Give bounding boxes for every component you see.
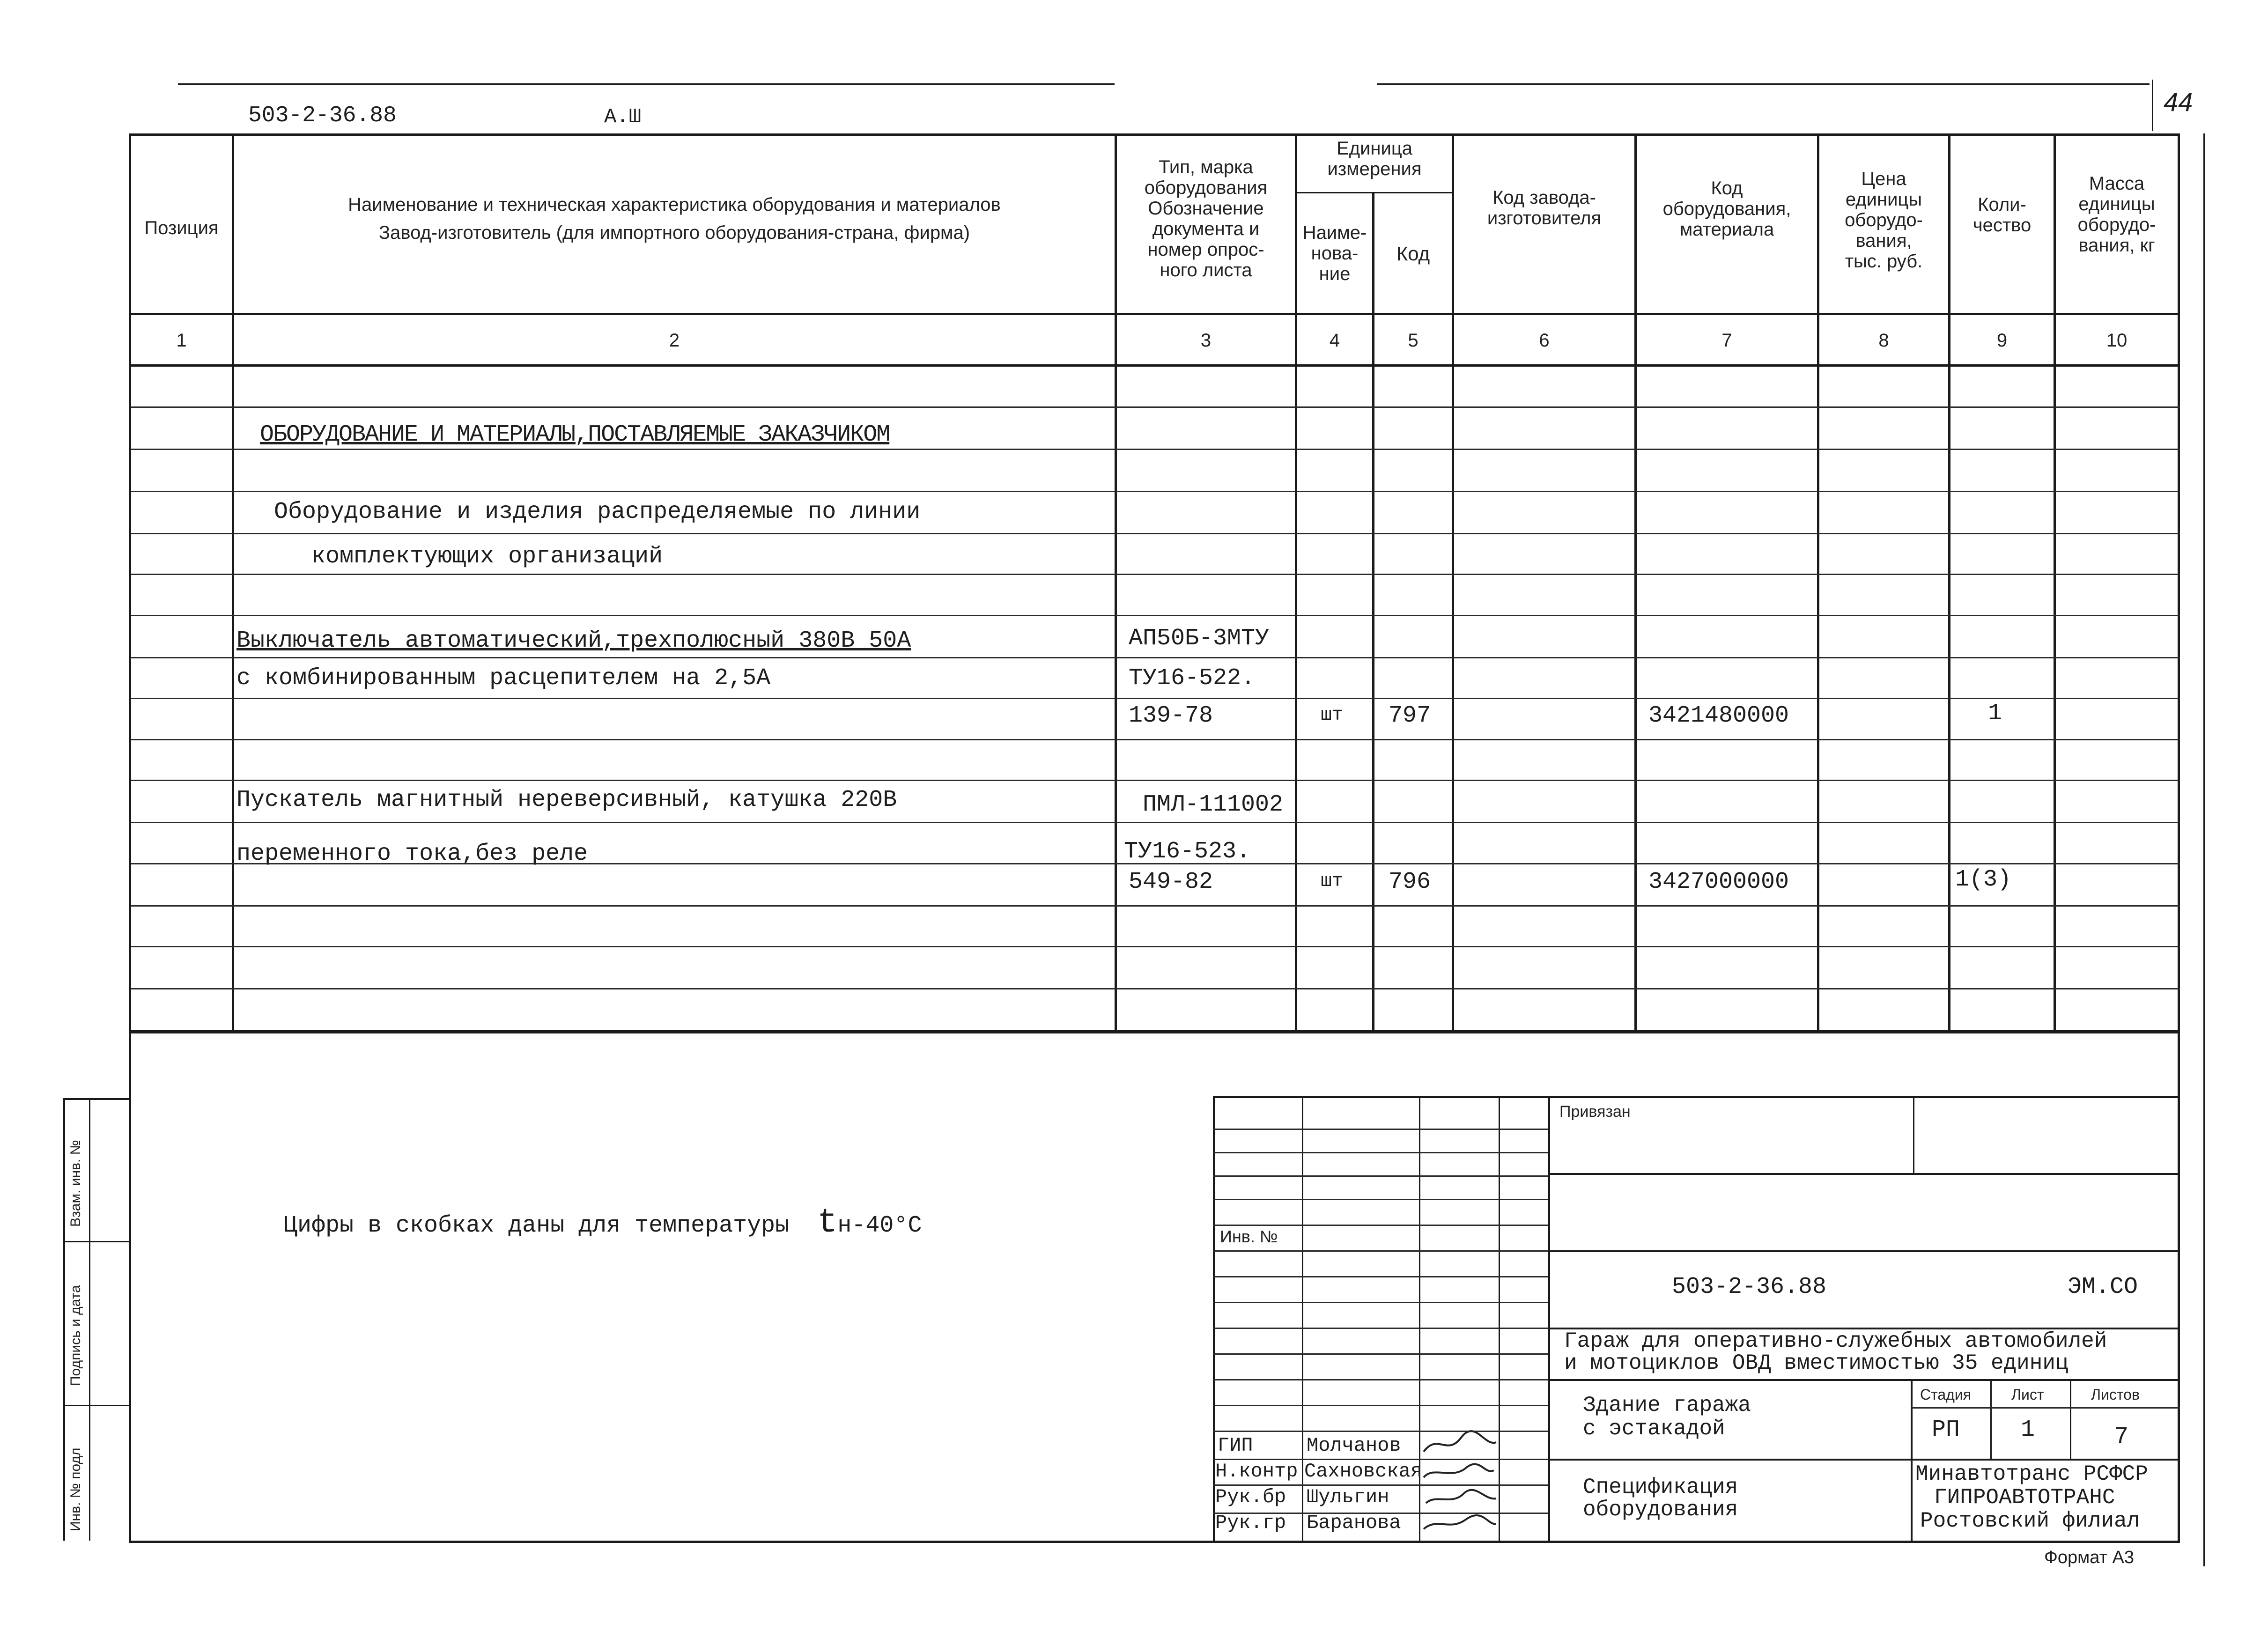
col-number: 9 bbox=[1996, 330, 2008, 351]
frame-bottom bbox=[129, 1541, 2180, 1543]
col-number: 1 bbox=[176, 330, 187, 351]
col-number: 5 bbox=[1408, 330, 1418, 351]
header-factory-code-line: Код завода- bbox=[1492, 187, 1596, 208]
unit-group-rule bbox=[1295, 192, 1454, 193]
row-rule bbox=[131, 533, 2180, 534]
header-price bbox=[1819, 169, 1948, 272]
header-equipment-code bbox=[1637, 178, 1817, 240]
temperature-note-t: t bbox=[817, 1203, 838, 1242]
tb-main-row5 bbox=[1548, 1459, 2180, 1461]
col-div-8 bbox=[1948, 133, 1950, 1033]
header-quantity-line: чество bbox=[1972, 215, 2032, 236]
tb-title-line1: Гараж для оперативно-служебных автомобилей bbox=[1564, 1329, 2107, 1353]
tb-sheet: 1 bbox=[2021, 1417, 2035, 1443]
frame-right bbox=[2178, 133, 2180, 1543]
signature-stroke bbox=[1424, 1431, 1496, 1452]
tb-inv-label: Инв. № bbox=[1220, 1227, 1278, 1246]
header-unit-name-line: нова- bbox=[1311, 243, 1359, 264]
item1-doc-line2: 139-78 bbox=[1129, 702, 1213, 729]
tb-main-row2 bbox=[1548, 1250, 2180, 1252]
tb-signer-role: ГИП bbox=[1218, 1434, 1253, 1457]
header-mass-line: вания, кг bbox=[2078, 235, 2155, 256]
item2-doc-line2: 549-82 bbox=[1129, 869, 1213, 895]
item2-unit-code: 796 bbox=[1389, 869, 1431, 895]
tb-mark: ЭМ.СО bbox=[2068, 1274, 2138, 1300]
header-type-line: оборудования bbox=[1144, 177, 1268, 198]
numbers-bottom bbox=[131, 364, 2180, 367]
tb-stage-label: Стадия bbox=[1920, 1386, 1972, 1403]
tb-org-line3: Ростовский филиал bbox=[1920, 1509, 2140, 1533]
tb-stage-div2 bbox=[2070, 1379, 2071, 1459]
tb-code: 503-2-36.88 bbox=[1672, 1274, 1827, 1300]
temperature-note-text: Цифры в скобках даны для температуры bbox=[283, 1212, 790, 1239]
tb-sig-row bbox=[1213, 1276, 1548, 1277]
tb-sig-row bbox=[1213, 1379, 1548, 1380]
row-rule bbox=[131, 946, 2180, 947]
item1-unit-code: 797 bbox=[1389, 702, 1431, 729]
side-label-replace: Взам. инв. № bbox=[68, 1140, 83, 1227]
tb-signer-role: Рук.гр bbox=[1215, 1512, 1286, 1534]
side-strip-div2 bbox=[63, 1405, 131, 1406]
col-number: 2 bbox=[669, 330, 680, 351]
signature-stroke bbox=[1424, 1515, 1496, 1529]
row-rule bbox=[131, 491, 2180, 492]
frame-top bbox=[131, 133, 2180, 136]
tb-org-line1: Минавтотранс РСФСР bbox=[1915, 1462, 2148, 1486]
tb-main-row4 bbox=[1548, 1379, 2180, 1381]
col-number: 3 bbox=[1200, 330, 1212, 351]
row-rule bbox=[131, 988, 2180, 989]
page-mark: 44 bbox=[2164, 87, 2193, 117]
col-number: 7 bbox=[1721, 330, 1732, 351]
header-quantity-line: Коли- bbox=[1978, 194, 2026, 215]
tb-sig-row bbox=[1213, 1129, 1548, 1130]
tb-sig-row bbox=[1213, 1405, 1548, 1406]
col-number: 10 bbox=[2106, 330, 2128, 351]
tb-stage-label-row bbox=[1911, 1407, 2180, 1409]
side-label-signature: Подпись и дата bbox=[68, 1285, 83, 1386]
header-price-line: тыс. руб. bbox=[1845, 251, 1923, 272]
header-unit-name-line: Наиме- bbox=[1302, 222, 1367, 243]
header-type-line: документа и bbox=[1152, 219, 1260, 239]
signature-stroke bbox=[1424, 1464, 1494, 1477]
tb-sig-row bbox=[1213, 1199, 1548, 1200]
item2-type: ПМЛ-111002 bbox=[1143, 791, 1284, 818]
side-strip-div1 bbox=[63, 1241, 131, 1242]
tb-sig-row bbox=[1213, 1225, 1548, 1226]
row-rule bbox=[131, 780, 2180, 781]
col-div-6 bbox=[1634, 133, 1637, 1033]
header-equipment-code-line: оборудования, bbox=[1662, 199, 1791, 219]
header-unit-name bbox=[1297, 222, 1372, 284]
item1-unit: шт bbox=[1321, 705, 1344, 726]
header-quantity bbox=[1950, 194, 2054, 236]
item2-unit: шт bbox=[1321, 871, 1344, 892]
tb-privyazan-right bbox=[1913, 1096, 1914, 1173]
top-rule-right bbox=[1377, 83, 2150, 85]
header-name-line2: Завод-изготовитель (для импортного оборудования-страна, фирма) bbox=[378, 222, 970, 243]
tb-signer-name: Сахновская bbox=[1304, 1460, 1423, 1483]
top-doc-code: 503-2-36.88 bbox=[248, 103, 397, 128]
tb-signer-role: Рук.бр bbox=[1215, 1486, 1286, 1508]
tb-building-line1: Здание гаража bbox=[1583, 1393, 1751, 1417]
header-position: Позиция bbox=[144, 218, 219, 238]
item1-equipment-code: 3421480000 bbox=[1648, 702, 1789, 729]
header-type-line: Обозначение bbox=[1148, 198, 1264, 219]
header-unit-line: измерения bbox=[1327, 159, 1422, 179]
header-unit-code: Код bbox=[1396, 243, 1430, 265]
col-number: 8 bbox=[1878, 330, 1889, 351]
subsection-line2: комплектующих организаций bbox=[311, 543, 663, 570]
tb-stage: РП bbox=[1932, 1417, 1960, 1443]
header-type-line: номер опрос- bbox=[1147, 239, 1264, 260]
tb-sig-row bbox=[1213, 1175, 1548, 1177]
row-rule bbox=[131, 657, 2180, 658]
item2-name-line1: Пускатель магнитный нереверсивный, катушка 220В bbox=[236, 787, 897, 813]
item2-name-line2: переменного тока,без реле bbox=[236, 841, 588, 867]
row-rule bbox=[131, 615, 2180, 616]
header-unit-line: Единица bbox=[1337, 138, 1412, 159]
tb-privyazan: Привязан bbox=[1559, 1103, 1631, 1121]
tb-spec-line2: оборудования bbox=[1583, 1498, 1738, 1522]
row-rule bbox=[131, 822, 2180, 823]
row-rule bbox=[131, 449, 2180, 450]
header-type bbox=[1117, 157, 1295, 280]
tb-building-line2: с эстакадой bbox=[1583, 1417, 1725, 1441]
item1-name-line1: Выключатель автоматический,трехполюсный 380В 50А bbox=[236, 627, 911, 654]
header-mass-line: единицы bbox=[2078, 194, 2155, 214]
header-equipment-code-line: Код bbox=[1711, 178, 1743, 199]
tb-spec-line1: Спецификация bbox=[1583, 1475, 1738, 1499]
item2-quantity: 1(3) bbox=[1955, 866, 2012, 893]
table-bottom bbox=[131, 1030, 2180, 1033]
item2-equipment-code: 3427000000 bbox=[1648, 869, 1789, 895]
col-div-1 bbox=[232, 133, 234, 1033]
col-div-9 bbox=[2054, 133, 2056, 1033]
row-rule bbox=[131, 698, 2180, 699]
header-type-line: Тип, марка bbox=[1159, 157, 1253, 177]
tb-sheets-label: Листов bbox=[2091, 1386, 2140, 1403]
item1-doc-line1: ТУ16-522. bbox=[1129, 665, 1256, 692]
tb-stage-left bbox=[1911, 1379, 1913, 1541]
col-number: 4 bbox=[1329, 330, 1340, 351]
page-mark-box-left bbox=[2152, 80, 2153, 131]
tb-sheet-label: Лист bbox=[2011, 1386, 2044, 1403]
header-factory-code bbox=[1454, 187, 1634, 229]
item1-type: АП50Б-3МТУ bbox=[1129, 625, 1270, 652]
header-unit-name-line: ние bbox=[1319, 264, 1351, 284]
col-number: 6 bbox=[1539, 330, 1550, 351]
side-strip-mid bbox=[89, 1098, 90, 1541]
subsection-line1: Оборудование и изделия распределяемые по линии bbox=[274, 499, 921, 525]
item2-doc-line1: ТУ16-523. bbox=[1124, 838, 1251, 865]
row-rule bbox=[131, 739, 2180, 740]
tb-main-row1 bbox=[1548, 1173, 2180, 1175]
header-factory-code-line: изготовителя bbox=[1487, 208, 1602, 229]
temperature-note bbox=[283, 1203, 922, 1242]
side-label-inventory: Инв. № подл bbox=[68, 1447, 83, 1531]
header-price-line: Цена bbox=[1861, 169, 1906, 189]
frame-right-outer bbox=[2203, 133, 2205, 1566]
tb-sig-row bbox=[1213, 1250, 1548, 1252]
tb-sig-row bbox=[1213, 1302, 1548, 1303]
signature-marks bbox=[1419, 1424, 1501, 1538]
tb-signer-name: Шульгин bbox=[1307, 1486, 1389, 1508]
header-mass bbox=[2056, 173, 2178, 256]
header-unit-group bbox=[1297, 138, 1452, 179]
tb-sig-row bbox=[1213, 1152, 1548, 1153]
header-type-line: ного листа bbox=[1160, 260, 1252, 280]
item1-quantity: 1 bbox=[1988, 700, 2002, 727]
side-strip-left bbox=[63, 1098, 65, 1541]
format-label: Формат А3 bbox=[2044, 1548, 2135, 1567]
top-series: А.Ш bbox=[604, 105, 642, 129]
tb-signer-role: Н.контр bbox=[1215, 1460, 1298, 1483]
tb-org-line2: ГИПРОАВТОТРАНС bbox=[1934, 1485, 2115, 1510]
tb-main-left bbox=[1548, 1096, 1550, 1541]
header-bottom bbox=[131, 313, 2180, 315]
row-rule bbox=[131, 406, 2180, 408]
header-mass-line: оборудо- bbox=[2077, 214, 2156, 235]
item1-name-line2: с комбинированным расцепителем на 2,5А bbox=[236, 665, 771, 692]
tb-top bbox=[1213, 1096, 2180, 1098]
frame-left bbox=[129, 133, 131, 1543]
temperature-note-value: н-40°С bbox=[837, 1212, 922, 1239]
header-price-line: оборудо- bbox=[1845, 210, 1923, 230]
header-mass-line: Масса bbox=[2089, 173, 2145, 194]
tb-stage-div1 bbox=[1990, 1379, 1992, 1459]
section-title: ОБОРУДОВАНИЕ И МАТЕРИАЛЫ,ПОСТАВЛЯЕМЫЕ ЗАКАЗЧИКОМ bbox=[260, 421, 890, 448]
row-rule bbox=[131, 905, 2180, 907]
top-rule-left bbox=[178, 83, 1115, 85]
header-price-line: вания, bbox=[1855, 230, 1912, 251]
tb-signer-name: Молчанов bbox=[1307, 1434, 1401, 1457]
tb-signer-name: Баранова bbox=[1307, 1512, 1401, 1534]
header-name-line1: Наименование и техническая характеристика оборудования и материалов bbox=[348, 194, 1001, 215]
tb-sig-row bbox=[1213, 1328, 1548, 1329]
tb-sig-row bbox=[1213, 1353, 1548, 1355]
tb-sig-div1 bbox=[1302, 1096, 1303, 1541]
header-equipment-code-line: материала bbox=[1679, 219, 1774, 240]
signature-stroke bbox=[1426, 1490, 1496, 1503]
side-strip-top bbox=[63, 1098, 131, 1100]
header-price-line: единицы bbox=[1845, 189, 1922, 210]
tb-sheets: 7 bbox=[2114, 1424, 2129, 1450]
tb-title-line2: и мотоциклов ОВД вместимостью 35 единиц bbox=[1564, 1351, 2069, 1375]
row-rule bbox=[131, 574, 2180, 575]
col-div-5 bbox=[1452, 133, 1454, 1033]
